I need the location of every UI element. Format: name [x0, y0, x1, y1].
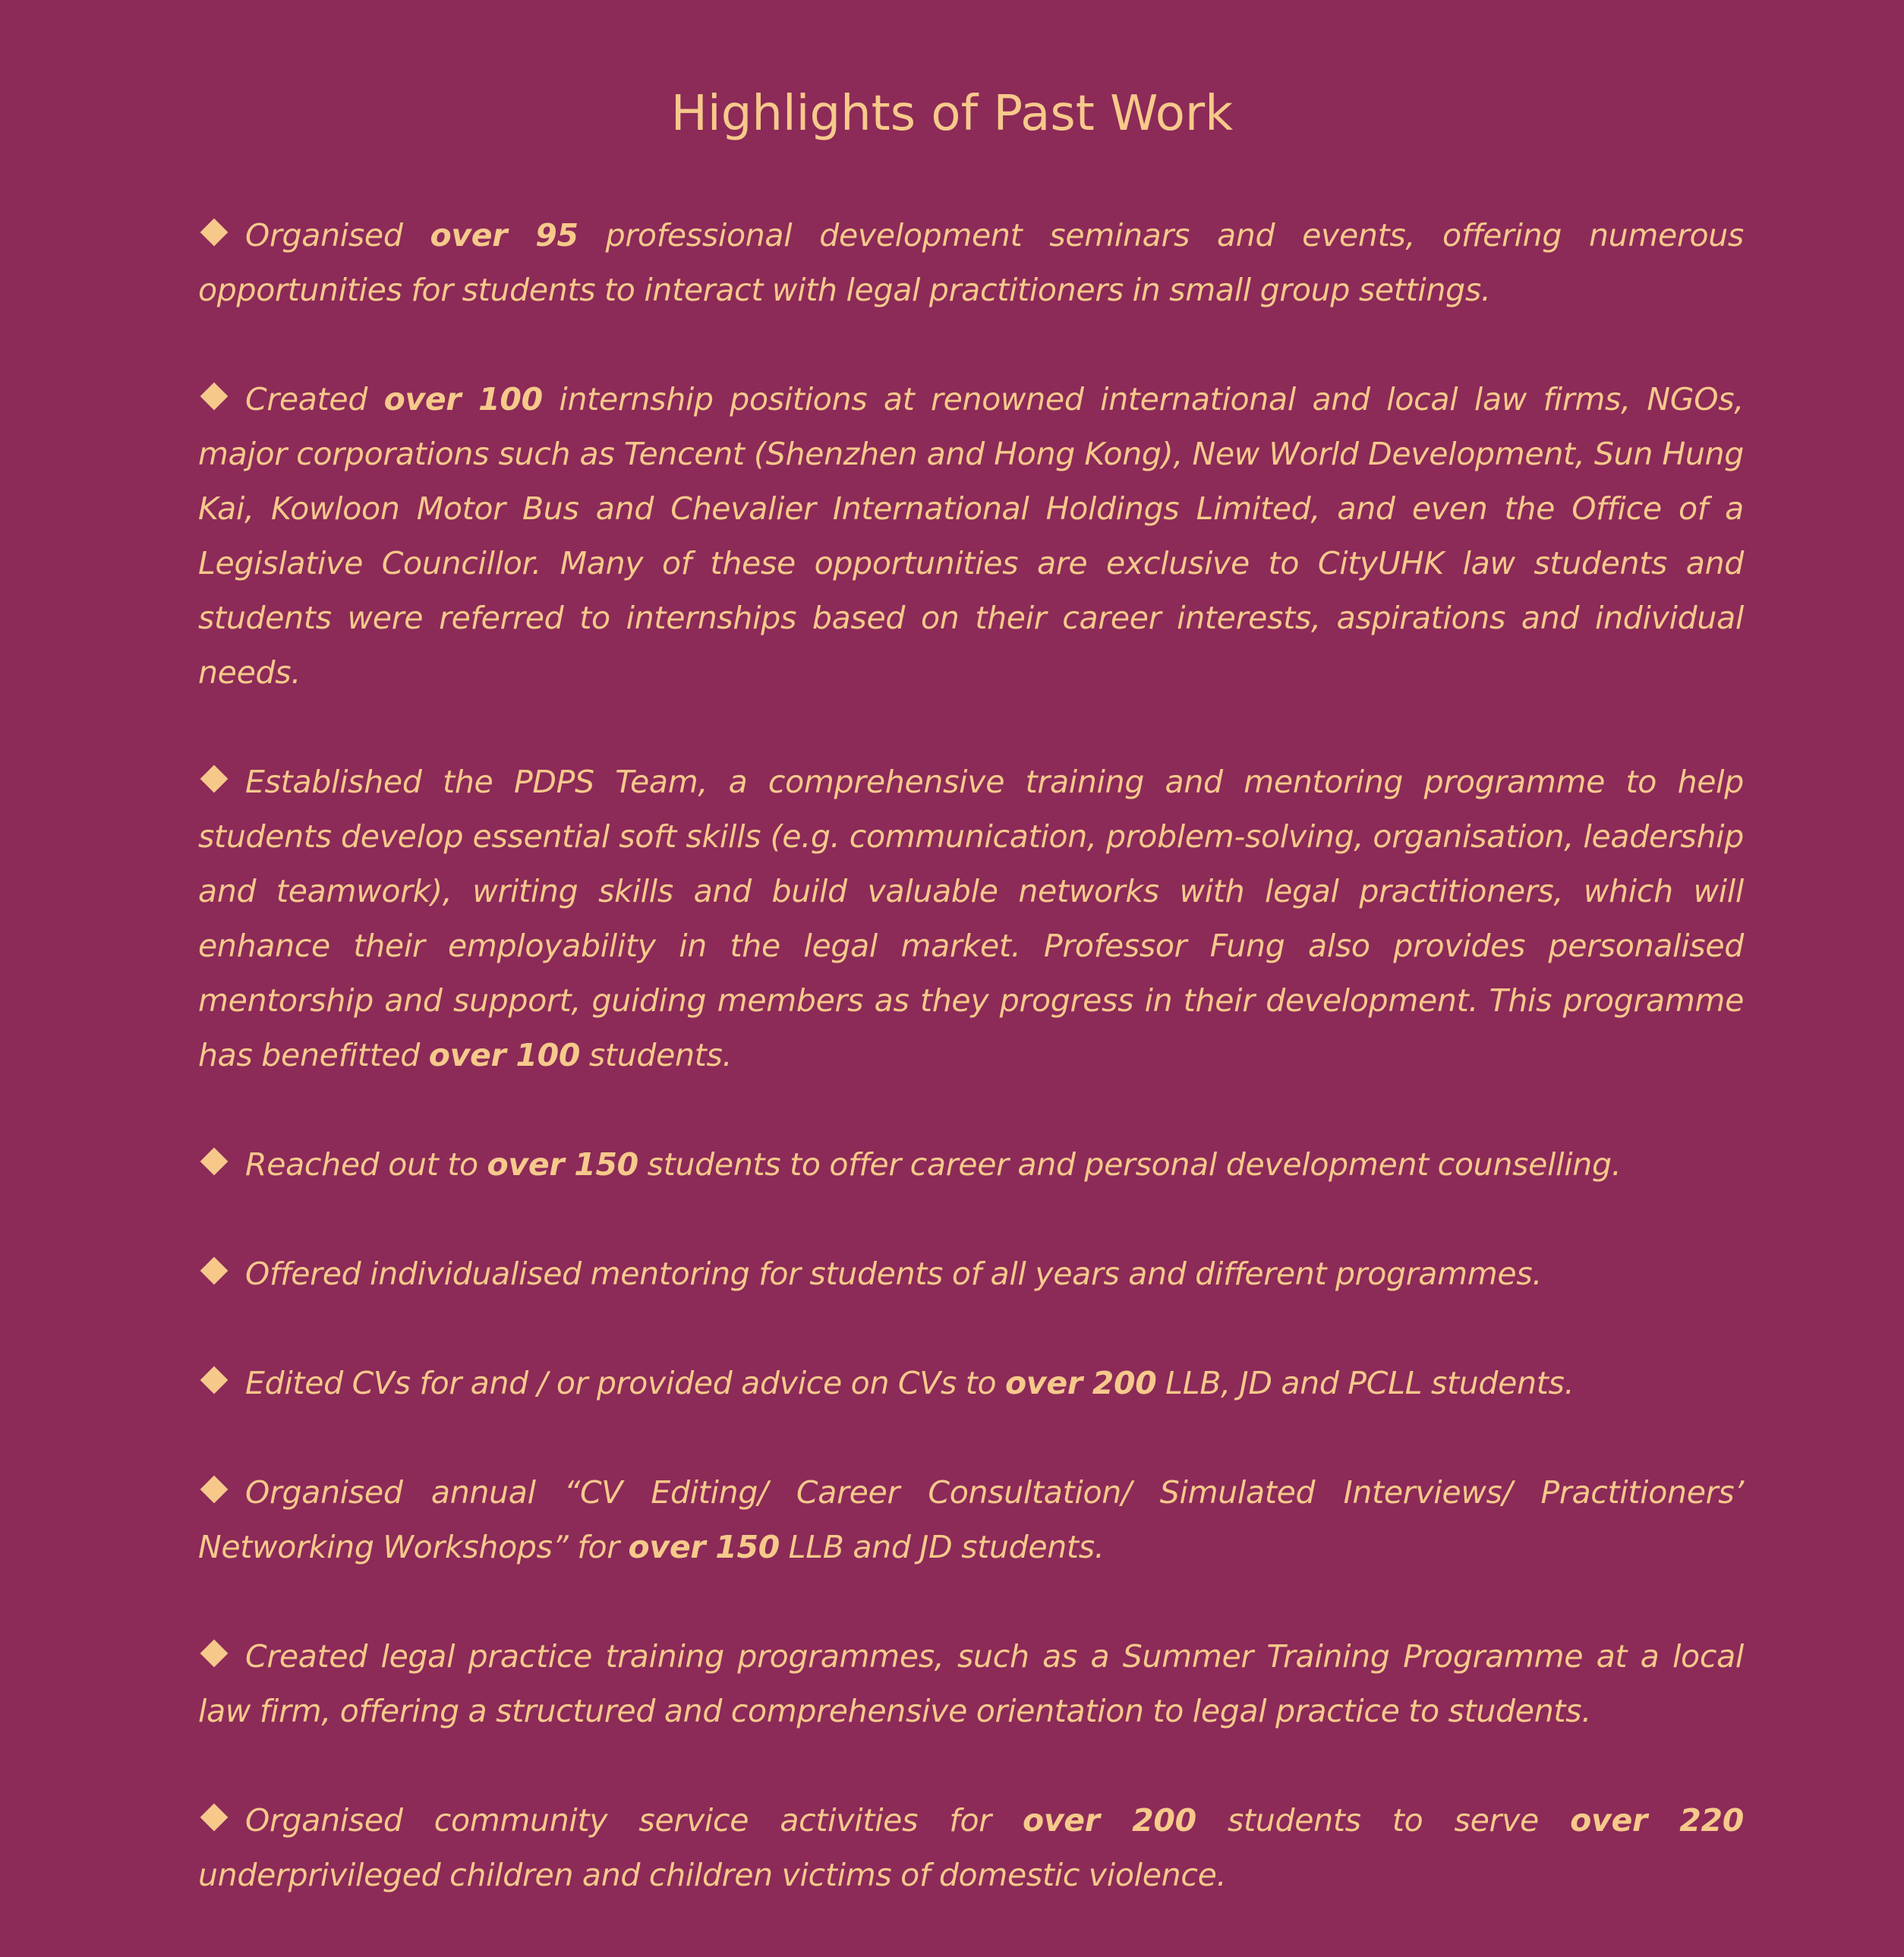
highlight-item-mentoring [198, 1246, 1744, 1301]
highlight-figure: over 100 [383, 381, 543, 418]
highlight-figure: over 200 [1005, 1365, 1157, 1401]
highlight-text: Created legal practice training programmes, such as a Summer Training Programme at a local law firm, offering a structured and comprehensive orientation to legal practice to students. [198, 1638, 1744, 1729]
highlight-figure: over 150 [628, 1529, 780, 1565]
highlights-list [198, 208, 1744, 1957]
highlight-figure: over 150 [487, 1146, 638, 1183]
highlight-text: Organised [245, 217, 430, 254]
highlight-text: students to offer career and personal development counselling. [638, 1146, 1622, 1183]
highlight-figure: over 95 [430, 217, 578, 254]
diamond-bullet-icon [200, 1257, 229, 1285]
highlight-item-community-service [198, 1793, 1744, 1902]
highlight-text: underprivileged children and children victims of domestic violence. [198, 1857, 1227, 1893]
highlight-text: Reached out to [245, 1146, 487, 1183]
highlight-text: professional development seminars and events, offering numerous opportunities for students to interact with legal practitioners in small group settings. [198, 217, 1744, 308]
highlight-figure: over 100 [428, 1037, 581, 1073]
highlight-item-training [198, 1629, 1744, 1738]
highlight-text: students. [580, 1037, 733, 1073]
highlight-figure: over 200 [1022, 1802, 1196, 1839]
highlight-item-counselling [198, 1137, 1744, 1192]
diamond-bullet-icon [200, 1366, 229, 1394]
highlight-text: internship positions at renowned international and local law firms, NGOs, major corporations such as Tencent (Shenzhen and Hong Kong), New World Development, Sun Hung Kai, Kowloon Motor Bus and Chevalier International Holdings Limited, and even the Office of a Legislative Councillor. Many of these opportunities are exclusive to CityUHK law students and students were referred to internships based on their career interests, aspirations and individual needs. [198, 381, 1744, 691]
highlight-item-cv-editing [198, 1356, 1744, 1410]
highlight-item-internships [198, 372, 1744, 700]
diamond-bullet-icon [200, 1148, 229, 1176]
highlight-text: Organised annual “CV Editing/ Career Consultation/ Simulated Interviews/ Practitioners’ Networking Workshops” for [198, 1474, 1744, 1565]
diamond-bullet-icon [200, 765, 229, 793]
highlight-text: LLB and JD students. [779, 1529, 1105, 1565]
highlight-figure: over 220 [1570, 1802, 1744, 1839]
highlight-item-workshops [198, 1465, 1744, 1574]
diamond-bullet-icon [200, 219, 229, 247]
highlight-item-seminars [198, 208, 1744, 317]
highlight-text: students to serve [1196, 1802, 1571, 1839]
highlight-text: Offered individualised mentoring for students of all years and different programmes. [245, 1256, 1543, 1292]
highlight-text: Organised community service activities for [245, 1802, 1023, 1839]
highlight-text: Established the PDPS Team, a comprehensive training and mentoring programme to help students develop essential soft skills (e.g. communication, problem-solving, organisation, leadership and teamwork), writing skills and build valuable networks with legal practitioners, which will enhance their employability in the legal market. Professor Fung also provides personalised mentorship and support, guiding members as they progress in their development. This programme has benefitted [198, 764, 1744, 1073]
highlight-text: LLB, JD and PCLL students. [1156, 1365, 1575, 1401]
diamond-bullet-icon [200, 1476, 229, 1504]
diamond-bullet-icon [200, 1640, 229, 1668]
page-title: Highlights of Past Work [670, 86, 1234, 142]
highlight-text: Created [245, 381, 384, 418]
diamond-bullet-icon [200, 1804, 229, 1832]
highlight-item-pdps-team [198, 755, 1744, 1082]
highlight-text: Edited CVs for and / or provided advice on CVs to [245, 1365, 1006, 1401]
diamond-bullet-icon [200, 383, 229, 411]
